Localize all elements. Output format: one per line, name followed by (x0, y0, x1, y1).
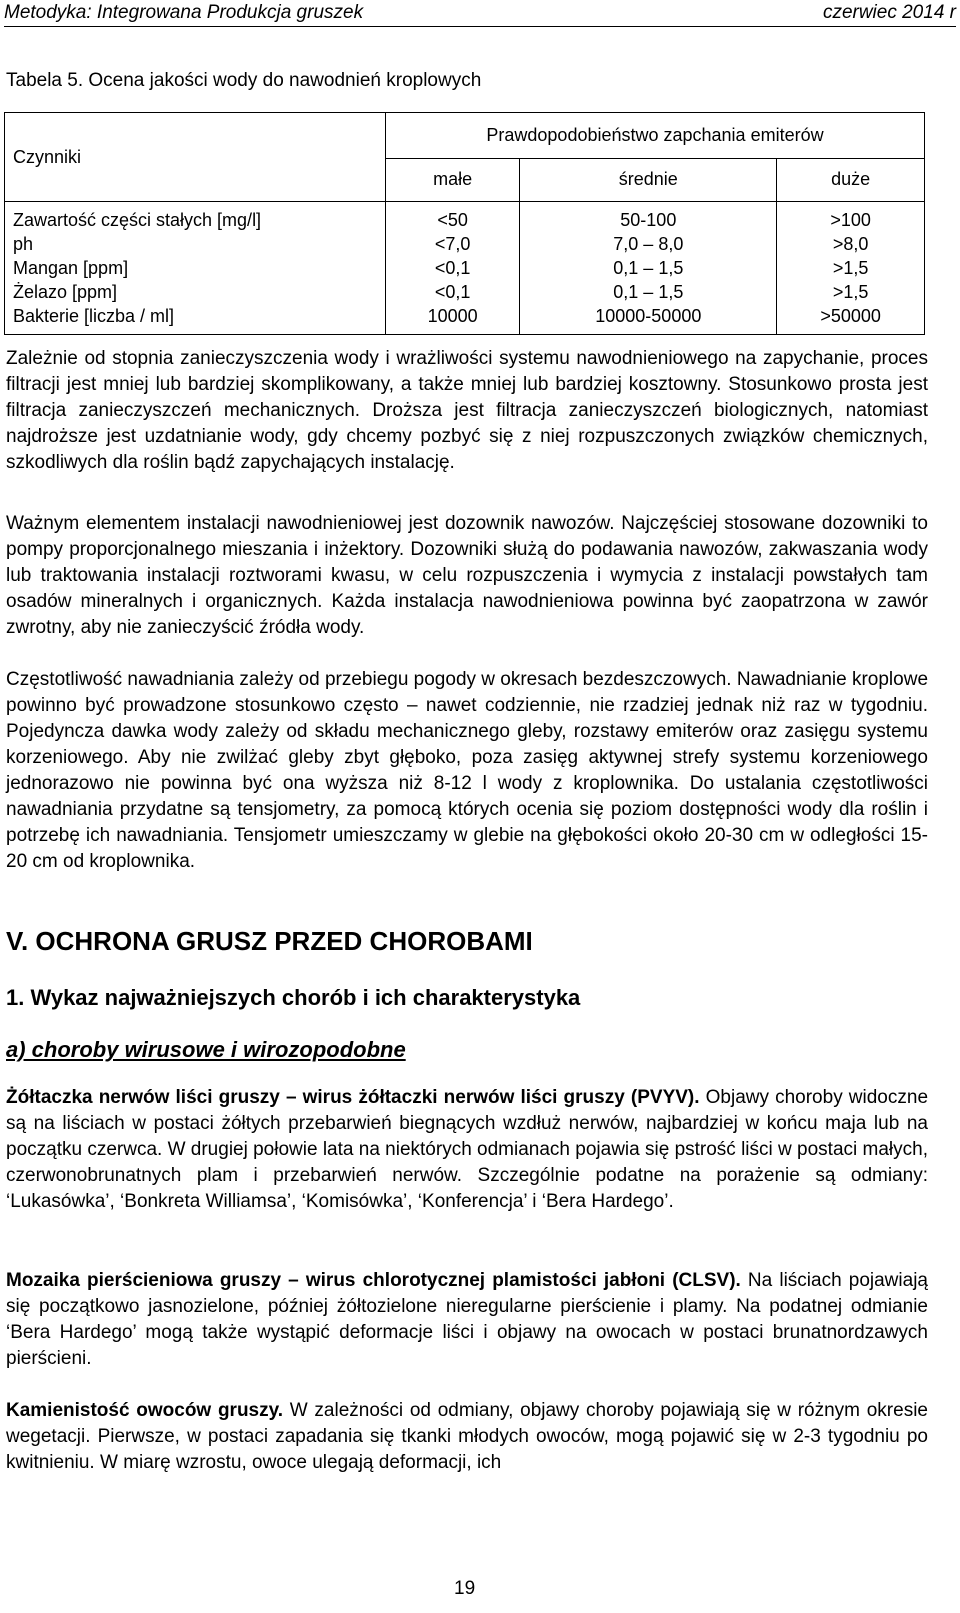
factors-header: Czynniki (5, 113, 386, 202)
disease-description: W zależności od odmiany, objawy choroby pojawiają się w różnym okresie wegetacji. Pierwsze, w postaci zapadania się tkanki młodych owoców, mogą pojawić się w 2-3 tygodniu po kwitnieniu. W miarę wzrostu, owoce ulegają deformacji, ich (6, 1400, 928, 1473)
disease-name: Kamienistość owoców gruszy. (6, 1400, 284, 1421)
value: 0,1 – 1,5 (613, 258, 684, 278)
paragraph-frequency: Częstotliwość nawadniania zależy od przebiegu pogody w okresach bezdeszczowych. Nawadnianie kroplowe powinno być prowadzone stosunkowo często – nawet codziennie, nie rzadziej jednak niż raz w tygodniu. Pojedyncza dawka wody zależy od składu mechanicznego gleby, rozstawy emiterów oraz zasięgu systemu korzeniowego. Aby nie zwilżać gleby zbyt głęboko, poza zasięg aktywnej strefy systemu korzeniowego jednorazowo nie powinna być ona wyższa niż 8-12 l wody z kroplownika. Do ustalania częstotliwości nawadniania przydatne są tensjometry, za pomocą których ocenia się poziom dostępności wody dla roślin i potrzebę ich nawadniania. Tensjometr umieszczamy w glebie na głębokości około 20-30 cm w odległości 15-20 cm od kroplownika. (6, 669, 929, 872)
values-srednie-cell (520, 202, 777, 335)
values-male-cell (386, 202, 520, 335)
paragraph-filtration: Zależnie od stopnia zanieczyszczenia wody i wrażliwości systemu nawodnieniowego na zapychanie, proces filtracji jest mniej lub bardziej skomplikowany, a także mniej lub bardziej kosztowny. Stosunkowo prosta jest filtracja zanieczyszczeń mechanicznych. Droższa jest filtracja zanieczyszczeń biologicznych, natomiast najdroższe jest uzdatnianie wody, gdy chcemy pozbyć się z niej rozpuszczonych związków chemicznych, szkodliwych dla roślin bądź zapychających instalację. (6, 348, 928, 473)
value: <0,1 (434, 258, 471, 278)
value: 0,1 – 1,5 (613, 282, 684, 302)
water-quality-table (4, 112, 925, 335)
value: <7,0 (434, 234, 471, 254)
factor-name: ph (13, 234, 34, 254)
values-duze-cell (777, 202, 925, 335)
probability-header: Prawdopodobieństwo zapchania emiterów (386, 113, 925, 159)
disease-name: Mozaika pierścieniowa gruszy – wirus chlorotycznej plamistości jabłoni (CLSV). (6, 1270, 741, 1291)
value: <0,1 (434, 282, 471, 302)
factor-name: Bakterie [liczba / ml] (13, 306, 175, 326)
column-header-srednie: średnie (520, 158, 777, 201)
page-number: 19 (454, 1578, 476, 1599)
factor-names-cell (5, 202, 386, 335)
section-heading: 1. Wykaz najważniejszych chorób i ich charakterystyka (6, 985, 581, 1010)
column-header-duze: duże (777, 158, 925, 201)
value: 10000-50000 (595, 306, 702, 326)
factor-name: Mangan [ppm] (13, 258, 129, 278)
disease-entry (6, 1398, 928, 1476)
value: >1,5 (832, 258, 869, 278)
disease-description: Na liściach pojawiają się początkowo jasnozielone, później żółtozielone nieregularne pierścienie i plamy. Na podatnej odmianie ‘Bera Hardego’ mogą także wystąpić deformacje liści i objawy na owocach w postaci brunatnordzawych pierścieni. (6, 1270, 928, 1369)
value: <50 (437, 210, 468, 230)
column-header-male: małe (386, 158, 520, 201)
header-date: czerwiec 2014 r (822, 2, 956, 23)
table-caption: Tabela 5. Ocena jakości wody do nawodnień kroplowych (6, 70, 482, 91)
subsection-heading: a) choroby wirusowe i wirozopodobne (6, 1037, 406, 1062)
value: >1,5 (832, 282, 869, 302)
value: >8,0 (832, 234, 869, 254)
value: 7,0 – 8,0 (613, 234, 684, 254)
value: >50000 (820, 306, 881, 326)
disease-name: Żółtaczka nerwów liści gruszy – wirus żółtaczki nerwów liści gruszy (PVYV). (6, 1087, 700, 1108)
page-header (4, 0, 956, 27)
header-document-title: Metodyka: Integrowana Produkcja gruszek (4, 2, 364, 23)
value: >100 (830, 210, 871, 230)
value: 10000 (427, 306, 478, 326)
paragraph-dosers: Ważnym elementem instalacji nawodnieniowej jest dozownik nawozów. Najczęściej stosowane dozowniki to pompy proporcjonalnego mieszania i inżektory. Dozowniki służą do podawania nawozów, zakwaszania wody lub traktowania instalacji roztworami kwasu, w celu rozpuszczenia i wymycia z instalacji powstałych tam osadów mineralnych i organicznych. Każda instalacja nawodnieniowa powinna być zaopatrzona w zawór zwrotny, aby nie zanieczyścić źródła wody. (6, 513, 928, 638)
chapter-heading: V. OCHRONA GRUSZ PRZED CHOROBAMI (6, 926, 533, 956)
value: 50-100 (620, 210, 677, 230)
disease-entry (6, 1268, 928, 1372)
disease-description: Objawy choroby widoczne są na liściach w postaci żółtych przebarwień biegnących wzdłuż nerwów, najbardziej w końcu maja lub na początku czerwca. W drugiej połowie lata na niektórych odmianach pojawia się pstrość liści w postaci małych, czerwonobrunatnych plam i przebarwień nerwów. Szczególnie podatne na porażenie są odmiany: ‘Lukasówka’, ‘Bonkreta Williamsa’, ‘Komisówka’, ‘Konferencja’ i ‘Bera Hardego’. (6, 1087, 929, 1212)
disease-entry (6, 1085, 928, 1215)
factor-name: Zawartość części stałych [mg/l] (13, 210, 262, 230)
factor-name: Żelazo [ppm] (13, 282, 118, 302)
